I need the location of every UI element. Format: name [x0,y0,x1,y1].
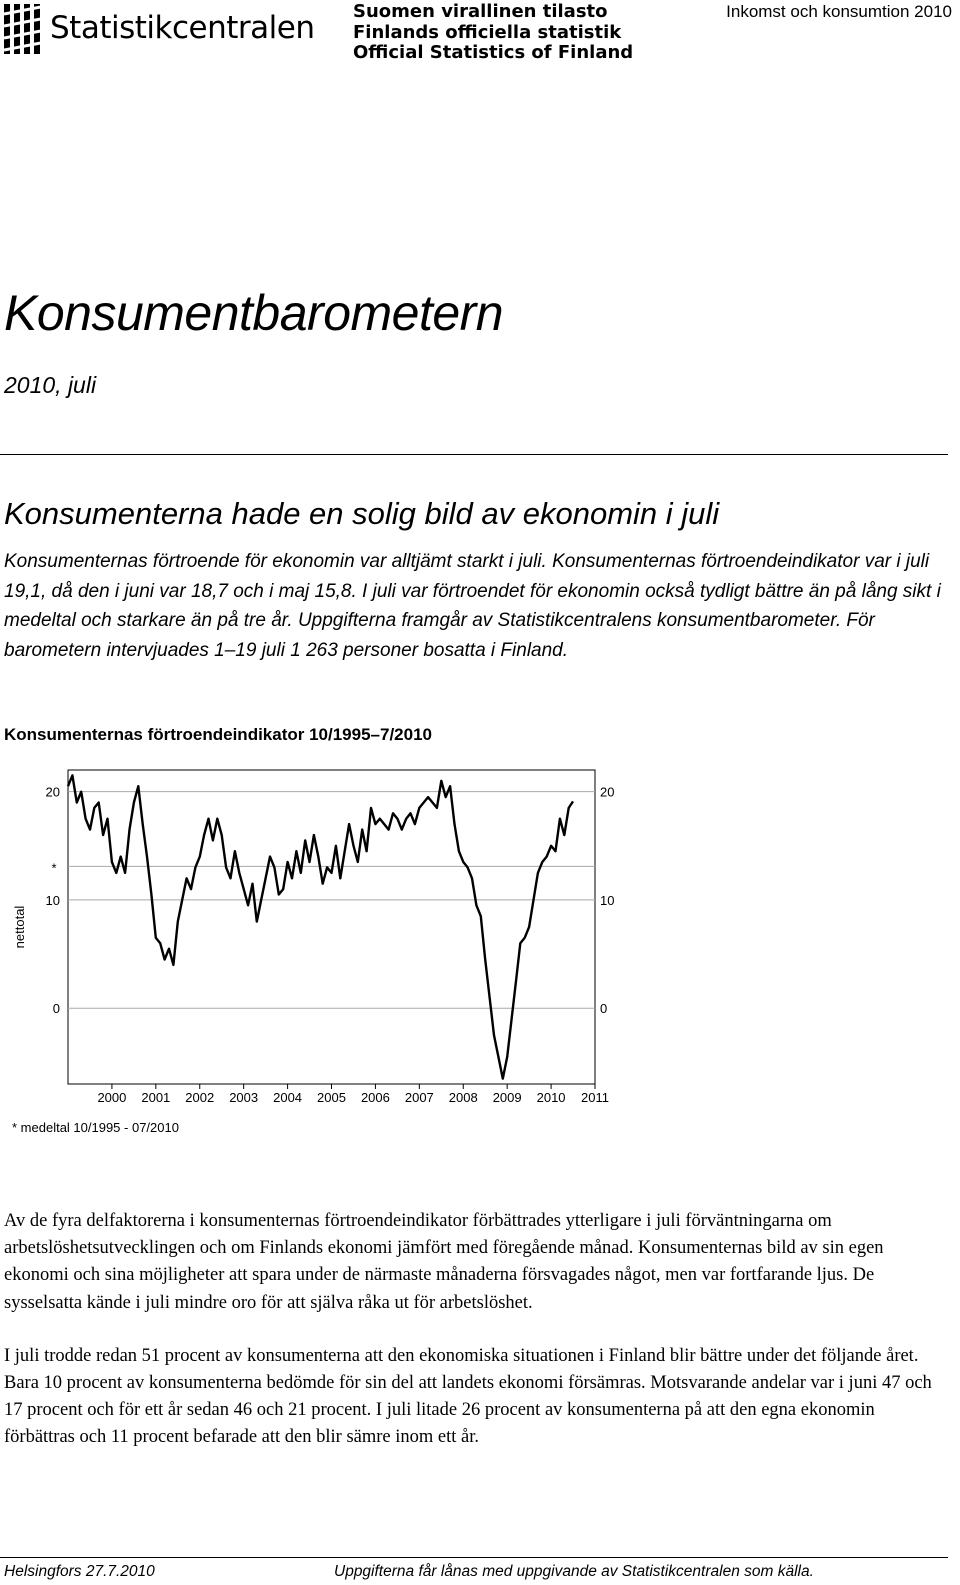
x-tick-label: 2011 [581,1090,609,1105]
logo-wordmark: Statistikcentralen [50,10,315,46]
mean-marker: * [51,860,57,876]
body-text [4,1208,948,1478]
official-line-sv: Finlands officiella statistik [353,21,622,43]
chart-footnote: * medeltal 10/1995 - 07/2010 [12,1120,179,1135]
body-paragraph-2: I juli trodde redan 51 procent av konsumenterna att den ekonomiska situationen i Finland blir bättre under det följande året. Bara 10 procent av konsumenterna bedömde för sin del att landets ekonomi försämras. Motsvarande andelar var i juni 47 och 17 procent och för ett år sedan 46 och 21 procent. I juli litade 26 procent av konsumenterna på att den egna ekonomin förbättras och 11 procent befarade att den blir sämre inom ett år. [4,1345,932,1448]
y-axis-label: nettotal [12,905,27,949]
footer-place-date: Helsingfors 27.7.2010 [4,1563,155,1580]
x-tick-label: 2001 [141,1090,171,1105]
publication-series: Inkomst och konsumtion 2010 [726,2,952,21]
official-line-en: Official Statistics of Finland [353,42,634,63]
confidence-series-line [68,775,573,1078]
headline: Konsumenterna hade en solig bild av ekonomin i juli [4,496,720,531]
x-tick-label: 2008 [448,1090,478,1105]
official-statistics-label [353,2,633,64]
x-tick-label: 2010 [536,1090,566,1105]
footer-divider [0,1557,948,1558]
x-tick-label: 2006 [360,1090,390,1105]
x-tick-label: 2000 [97,1090,127,1105]
page-title: Konsumentbarometern [4,285,504,341]
y-tick-label-left: 0 [52,1001,60,1017]
x-tick-label: 2005 [317,1090,346,1105]
y-tick-label-right: 0 [600,1001,608,1017]
x-tick-label: 2009 [492,1090,522,1105]
statistics-finland-logo-icon [4,4,46,54]
footer-source-note: Uppgifterna får lånas med uppgivande av Statistikcentralen som källa. [334,1563,814,1580]
y-tick-label-left: 20 [45,784,60,800]
x-tick-label: 2003 [229,1090,259,1105]
title-divider [0,454,948,455]
y-tick-label-right: 20 [600,784,615,800]
official-line-fi: Suomen virallinen tilasto [353,1,608,22]
x-tick-label: 2007 [404,1090,434,1105]
x-tick-label: 2004 [273,1090,303,1105]
x-tick-label: 2002 [185,1090,215,1105]
period-label: 2010, juli [4,372,97,398]
confidence-indicator-chart [4,756,626,1144]
body-paragraph-1: Av de fyra delfaktorerna i konsumenternas förtroendeindikator förbättrades ytterligare i juli förväntningarna om arbetslöshetsutvecklingen och om Finlands ekonomi jämfört med föregående månad. Konsumenternas bild av sin egen ekonomi och sina möjligheter att spara under de närmaste månaderna försvagades något, men var fortfarande ljus. De sysselsatta kände i juli mindre oro för att själva råka ut för arbetslöshet. [4,1211,884,1313]
plot-frame [68,770,595,1084]
y-tick-label-left: 10 [45,892,60,908]
lead-paragraph: Konsumenternas förtroende för ekonomin var alltjämt starkt i juli. Konsumenternas förtroendeindikator var i juli 19,1, då den i juni var 18,7 och i maj 15,8. I juli var förtroendet för ekonomin också tydligt bättre än på lång sikt i medeltal och starkare än på tre år. Uppgifterna framgår av Statistikcentralens konsumentbarometer. För barometern intervjuades 1–19 juli 1 263 personer bosatta i Finland. [4,551,941,661]
chart-title: Konsumenternas förtroendeindikator 10/1995–7/2010 [4,725,432,744]
y-tick-label-right: 10 [600,892,615,908]
